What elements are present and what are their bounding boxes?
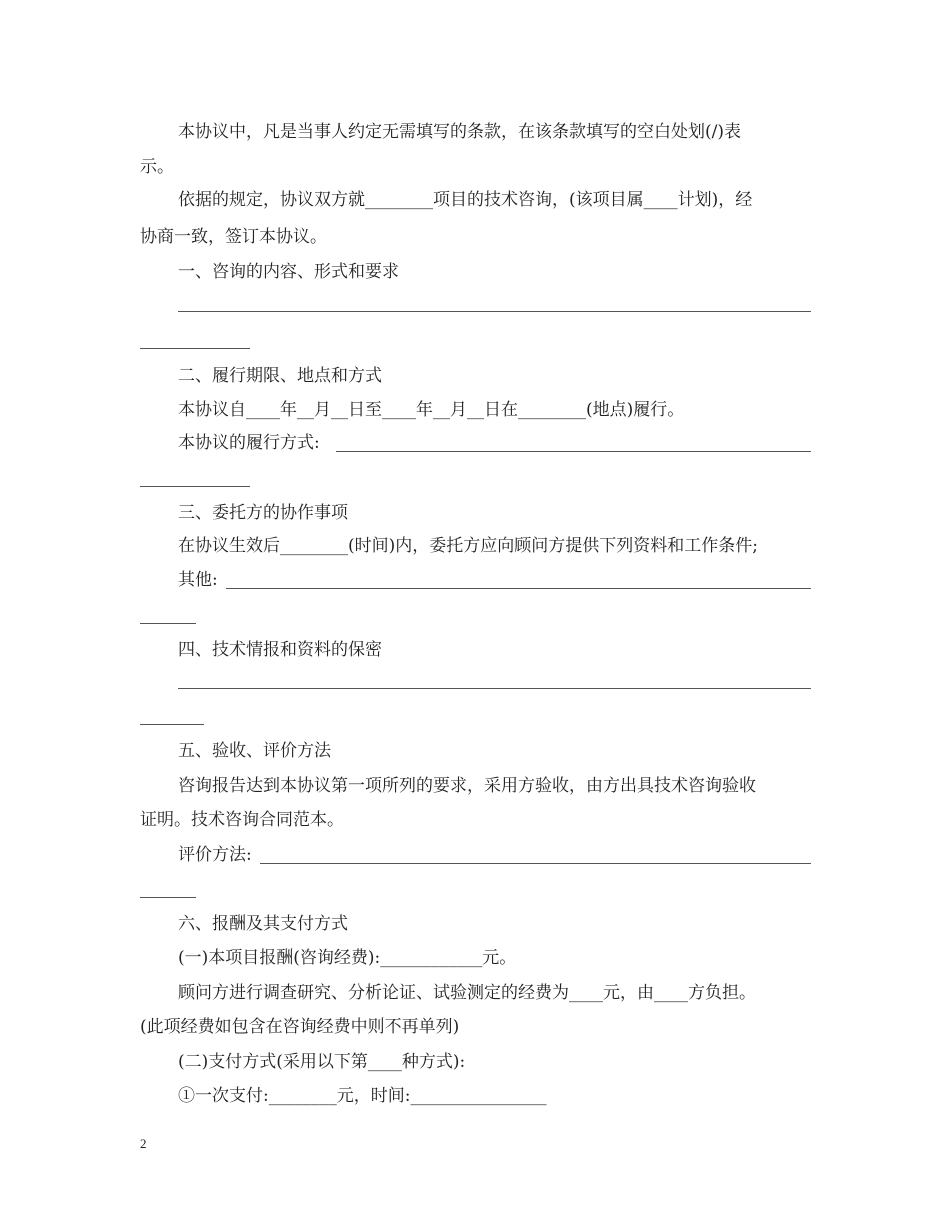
blank-fill-line [336,451,811,452]
expense-line-2: (此项经费如包含在咨询经费中则不再单列) [140,1017,460,1037]
acceptance-line-1: 咨询报告达到本协议第一项所列的要求，采用方验收，由方出具技术咨询验收 [178,776,756,796]
acceptance-line-2: 证明。技术咨询合同范本。 [140,810,344,830]
paragraph-intro-line-1: 本协议中，凡是当事人约定无需填写的条款，在该条款填写的空白处划(/)表 [178,122,741,142]
paragraph-basis-line-2: 协商一致，签订本协议。 [140,227,327,247]
payment-method-line: (二)支付方式(采用以下第____种方式): [178,1052,466,1072]
blank-fill-line [178,688,811,689]
expense-line-1: 顾问方进行调查研究、分析论证、试验测定的经费为____元，由____方负担。 [178,983,756,1003]
blank-fill-stub [140,623,196,624]
paragraph-basis-line-1: 依据的规定，协议双方就________项目的技术咨询，(该项目属____计划)，经 [178,190,753,210]
period-line: 本协议自____年__月__日至____年__月__日在________(地点)履行。 [178,400,685,420]
other-label: 其他: [178,570,218,590]
blank-fill-stub [140,724,204,725]
blank-fill-stub [140,897,196,898]
blank-fill-line [226,588,811,589]
performance-method-label: 本协议的履行方式: [178,433,320,453]
evaluation-method-label: 评价方法: [178,845,252,865]
page-number: 2 [140,1136,147,1151]
section-heading-5: 五、验收、评价方法 [178,741,331,761]
lump-sum-payment-line: ①一次支付:________元，时间:________________ [178,1086,547,1106]
blank-fill-line [260,863,811,864]
blank-fill-stub [140,348,250,349]
section-heading-6: 六、报酬及其支付方式 [178,914,348,934]
section-heading-2: 二、履行期限、地点和方式 [178,366,382,386]
blank-fill-line [178,311,811,312]
paragraph-intro-line-2: 示。 [140,157,174,177]
cooperation-line: 在协议生效后________(时间)内，委托方应向顾问方提供下列资料和工作条件; [178,536,758,556]
section-heading-4: 四、技术情报和资料的保密 [178,640,382,660]
blank-fill-stub [140,486,250,487]
section-heading-1: 一、咨询的内容、形式和要求 [178,262,399,282]
fee-line: (一)本项目报酬(咨询经费):____________元。 [178,948,517,968]
section-heading-3: 三、委托方的协作事项 [178,503,348,523]
